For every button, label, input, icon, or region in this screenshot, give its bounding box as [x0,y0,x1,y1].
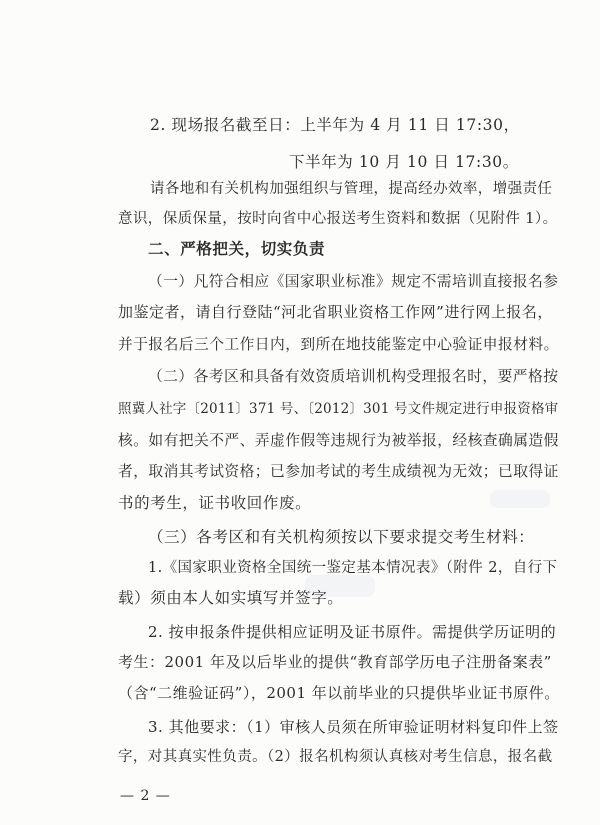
text-line: 请各地和有关机构加强组织与管理，提高经办效率，增强责任 [150,181,553,197]
text-line: 意识，保质保量，按时向省中心报送考生资料和数据（见附件 1）。 [118,211,558,227]
text-line: 2. 现场报名截至日：上半年为 4 月 11 日 17:30， [150,116,520,134]
text-line: （一）凡符合相应《国家职业标准》规定不需培训直接报名参 [148,273,559,290]
text-line: 书的考生，证书收回作废。 [118,494,312,512]
page-number: — 2 — [120,788,171,804]
text-line: 加鉴定者，请自行登陆“河北省职业资格工作网”进行网上报名， [118,303,553,321]
text-line: 3. 其他要求：（1）审核人员须在所审验证明材料复印件上签 [148,718,559,736]
text-line: 1.《国家职业资格全国统一鉴定基本情况表》（附件 2，自行下 [148,560,558,576]
text-line: 者，取消其考试资格；已参加考试的考生成绩视为无效；已取得证 [118,463,559,480]
text-line: （二）各考区和具备有效资质培训机构受理报名时，要严格按 [148,368,559,385]
text-line: 2. 按申报条件提供相应证明及证书原件。需提供学历证明的 [148,623,557,641]
text-line: 下半年为 10 月 10 日 17:30。 [289,153,519,171]
scan-smudge [490,490,550,508]
section-heading: 二、严格把关，切实负责 [148,240,326,258]
text-line: 并于报名后三个工作日内，到所在地技能鉴定中心验证申报材料。 [118,336,559,353]
text-line: 载）须由本人如实填写并签字。 [118,589,344,607]
text-line: （三）各考区和有关机构须按以下要求提交考生材料： [148,528,535,546]
text-line: （含“二维验证码”），2001 年以前毕业的只提供毕业证书原件。 [118,684,560,702]
text-line: 照冀人社字〔2011〕371 号、〔2012〕301 号文件规定进行申报资格审 [118,401,559,417]
text-line: 考生：2001 年及以后毕业的提供“教育部学历电子注册备案表” [118,653,552,671]
text-line: 核。如有把关不严、弄虚作假等违规行为被举报，经核查确属造假 [118,432,559,449]
text-line: 字，对其真实性负责。（2）报名机构须认真核对考生信息，报名截 [118,749,553,765]
